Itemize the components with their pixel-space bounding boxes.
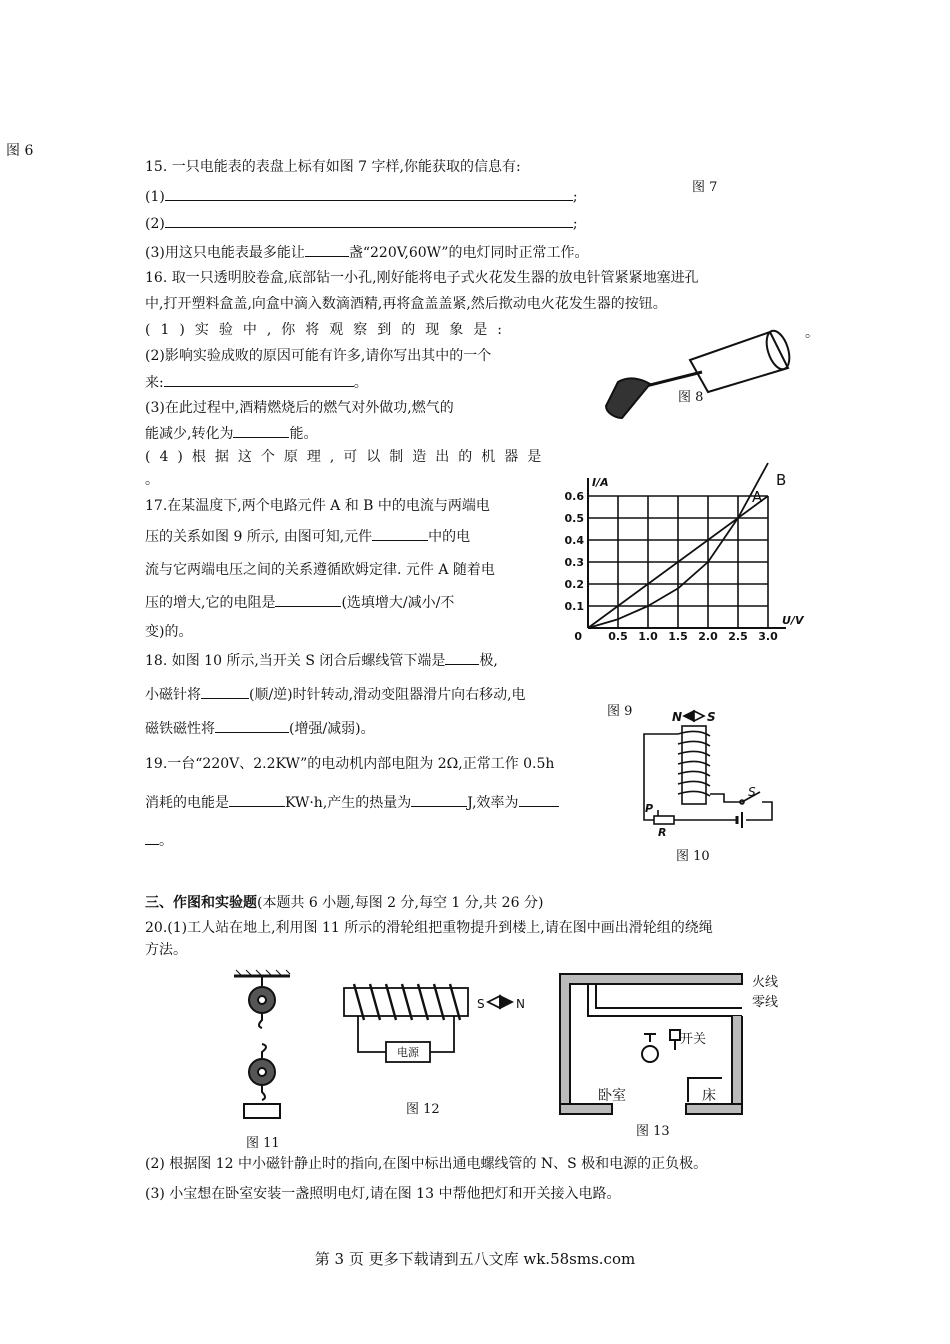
y-tick-label: 0.6 <box>564 490 584 503</box>
q20-sub2: (2) 根据图 12 中小磁针静止时的指向,在图中标出通电螺线管的 N、S 极和电源的正负极。 <box>145 1156 708 1172</box>
q15-item1-prefix: (1) <box>145 189 165 205</box>
wire-live <box>596 984 742 1008</box>
floor-right <box>686 1104 742 1114</box>
q17-line1: 17.在某温度下,两个电路元件 A 和 B 中的电流与两端电 <box>145 498 490 514</box>
x-tick-label: 1.0 <box>638 630 658 643</box>
rheostat-r-label: R <box>658 826 667 839</box>
page-footer: 第 3 页 更多下载请到五八文库 wk.58sms.com <box>314 1250 636 1268</box>
fixed-pulley-hook <box>259 1013 262 1028</box>
fig7-caption: 图 7 <box>692 180 718 195</box>
rheostat-r <box>654 816 674 824</box>
load-block <box>244 1104 280 1118</box>
q15-item1-blank[interactable] <box>165 186 573 201</box>
q15-item1-end: ; <box>572 189 578 205</box>
neutral-wire-label: 零线 <box>752 995 779 1010</box>
switch-box <box>670 1030 680 1040</box>
fig12-caption: 图 12 <box>406 1102 440 1117</box>
q18-line1-pre: 18. 如图 10 所示,当开关 S 闭合后螺线管下端是 <box>145 653 446 669</box>
q20-sub3: (3) 小宝想在卧室安装一盏照明电灯,请在图 13 中帮他把灯和开关接入电路。 <box>145 1186 621 1202</box>
x-tick-label: 2.5 <box>728 630 748 643</box>
q16-sub1-end: 。 <box>805 325 819 341</box>
q17-line2-blank[interactable] <box>372 526 428 541</box>
q17-line2-end: 中的电 <box>428 529 471 545</box>
needle-n-label: N <box>672 710 683 724</box>
q16-line2: 中,打开塑料盒盖,向盒中滴入数滴酒精,再将盒盖盖紧,然后揿动电火花发生器的按钮。 <box>145 296 667 312</box>
fig11-pulleys <box>228 968 298 1128</box>
switch-s-label: S <box>748 785 756 799</box>
fig12-solenoid <box>336 980 536 1072</box>
q15-item3 <box>145 242 588 263</box>
y-tick-label: 0.1 <box>564 600 584 613</box>
q19-line2-c: J,效率为 <box>467 795 519 811</box>
q18-line1 <box>145 650 498 671</box>
q16-sub4-end: 。 <box>145 472 159 488</box>
y-axis-label: I/A <box>592 476 609 489</box>
q15-item2-prefix: (2) <box>145 216 165 232</box>
q15-item3-text-a: (3)用这只电能表最多能让 <box>145 245 305 261</box>
q16-sub3-a: (3)在此过程中,酒精燃烧后的燃气对外做功,燃气的 <box>145 400 454 416</box>
y-tick-label: 0.4 <box>564 534 584 547</box>
section3-title: 三、作图和实验题 <box>145 895 257 911</box>
fig13-caption: 图 13 <box>636 1124 670 1139</box>
q19-line3-end: 。 <box>159 833 173 849</box>
q15-stem: 15. 一只电能表的表盘上标有如图 7 字样,你能获取的信息有: <box>145 159 521 175</box>
q15-item3-blank[interactable] <box>305 242 349 257</box>
fig13-bedroom <box>556 968 796 1120</box>
q16-sub3-b-post: 能。 <box>289 426 318 442</box>
q16-sub2-b <box>145 372 368 393</box>
switch-label: 开关 <box>680 1032 707 1047</box>
q17-line5: 变)的。 <box>145 624 193 640</box>
section3-heading <box>145 893 543 913</box>
wire-left <box>358 1016 386 1052</box>
q17-line2-text: 压的关系如图 9 所示, 由图可知,元件 <box>145 529 373 545</box>
series-label-A: A <box>752 488 763 506</box>
q19-heat-blank[interactable] <box>411 792 467 807</box>
q15-item1 <box>145 186 578 207</box>
needle-n-end <box>684 711 694 721</box>
q18-line2 <box>145 684 526 705</box>
floor-left <box>560 1104 612 1114</box>
q20-line2: 方法。 <box>145 942 187 958</box>
spark-generator-handle <box>606 378 650 418</box>
rheostat-p-label: P <box>645 802 654 815</box>
q16-sub3-blank[interactable] <box>233 423 289 438</box>
wire-neutral <box>588 984 742 1016</box>
x-tick-label: 1.5 <box>668 630 688 643</box>
y-tick-label: 0.5 <box>564 512 584 525</box>
movable-pulley-hook <box>262 1044 266 1058</box>
q16-sub2-b-text: 来: <box>145 375 164 391</box>
q18-line2-blank[interactable] <box>201 684 249 699</box>
wire-to-battery <box>746 802 772 820</box>
wire-right <box>430 1016 454 1052</box>
y-tick-label: 0.3 <box>564 556 584 569</box>
y-tick-label: 0.2 <box>564 578 584 591</box>
q15-item3-text-b: 盏“220V,60W”的电灯同时正常工作。 <box>348 245 589 261</box>
q18-line3-pre: 磁铁磁性将 <box>145 721 215 737</box>
x-axis-label: U/V <box>782 614 804 627</box>
q16-sub4: (4)根据这个原理,可以制造出的机器是 <box>145 449 551 465</box>
q16-sub2-end: 。 <box>353 375 368 391</box>
q17-line4-post: (选填增大/减小/不 <box>341 595 455 611</box>
q19-energy-blank[interactable] <box>229 792 285 807</box>
q17-line2 <box>145 526 470 547</box>
x-tick-label: 2.0 <box>698 630 718 643</box>
q17-line4-pre: 压的增大,它的电阻是 <box>145 595 276 611</box>
needle-n-label: N <box>516 997 525 1011</box>
q19-line3 <box>145 830 173 851</box>
q16-line1: 16. 取一只透明胶卷盒,底部钻一小孔,刚好能将电子式火花发生器的放电针管紧紧地塞进孔 <box>145 270 699 286</box>
q18-line3-blank[interactable] <box>215 718 289 733</box>
q19-line2-a: 消耗的电能是 <box>145 795 229 811</box>
q17-line4-blank[interactable] <box>275 592 341 607</box>
series-label-B: B <box>776 471 787 489</box>
q15-item2-end: ; <box>572 216 578 232</box>
fig9-caption: 图 9 <box>607 704 633 719</box>
origin-label: 0 <box>574 630 582 643</box>
fig8-drawing <box>598 322 798 422</box>
q19-line1: 19.一台“220V、2.2KW”的电动机内部电阻为 2Ω,正常工作 0.5h <box>145 756 555 772</box>
section3-note: (本题共 6 小题,每图 2 分,每空 1 分,共 26 分) <box>257 895 544 911</box>
fixed-pulley-axle <box>258 996 266 1004</box>
q15-item2 <box>145 213 578 234</box>
needle-s-end <box>694 711 704 721</box>
x-tick-label: 3.0 <box>758 630 778 643</box>
needle-s-label: S <box>477 997 485 1011</box>
x-tick-label: 0.5 <box>608 630 628 643</box>
q17-line4 <box>145 592 454 613</box>
fig10-caption: 图 10 <box>676 849 710 864</box>
needle-s-label: S <box>707 710 716 724</box>
needle-s-end <box>488 996 500 1008</box>
q19-efficiency-blank[interactable] <box>519 792 559 807</box>
q17-line3: 流与它两端电压之间的关系遵循欧姆定律. 元件 A 随着电 <box>145 562 495 578</box>
q16-sub3-b <box>145 423 317 444</box>
q16-sub2-blank[interactable] <box>164 372 354 387</box>
lamp-bulb <box>642 1046 658 1062</box>
live-wire-label: 火线 <box>752 975 779 990</box>
power-source-label: 电源 <box>397 1046 419 1059</box>
q18-line1-post: 极, <box>479 653 498 669</box>
q16-sub1: (1)实验中,你将观察到的现象是: <box>145 322 512 338</box>
solenoid-windings <box>354 984 460 1020</box>
fig6-label: 图 6 <box>6 143 34 159</box>
q19-line2 <box>145 792 559 813</box>
needle-n-end <box>500 996 512 1008</box>
load-hook <box>262 1085 265 1100</box>
q20-line1: 20.(1)工人站在地上,利用图 11 所示的滑轮组把重物提升到楼上,请在图中画出滑轮组的绕绳 <box>145 920 713 936</box>
movable-pulley-axle <box>258 1068 266 1076</box>
q18-line3-post: (增强/减弱)。 <box>289 721 375 737</box>
q16-sub2-a: (2)影响实验成败的原因可能有许多,请你写出其中的一个 <box>145 348 492 364</box>
wall-right <box>732 1016 742 1104</box>
q15-item2-blank[interactable] <box>165 213 573 228</box>
fig11-caption: 图 11 <box>246 1136 280 1151</box>
fig9-chart <box>560 468 804 648</box>
q18-line1-blank[interactable] <box>445 650 479 665</box>
bed-label: 床 <box>702 1088 716 1104</box>
bedroom-label: 卧室 <box>598 1088 626 1104</box>
q18-line2-pre: 小磁针将 <box>145 687 201 703</box>
q19-line2-b: KW·h,产生的热量为 <box>285 795 412 811</box>
q19-efficiency-blank-cont[interactable] <box>145 830 159 845</box>
fig10-circuit <box>634 700 814 840</box>
q18-line2-post: (顺/逆)时针转动,滑动变阻器滑片向右移动,电 <box>249 687 526 703</box>
fig8-caption: 图 8 <box>678 390 704 405</box>
q18-line3 <box>145 718 375 739</box>
wire-right <box>710 794 742 802</box>
q16-sub3-b-pre: 能减少,转化为 <box>145 426 234 442</box>
